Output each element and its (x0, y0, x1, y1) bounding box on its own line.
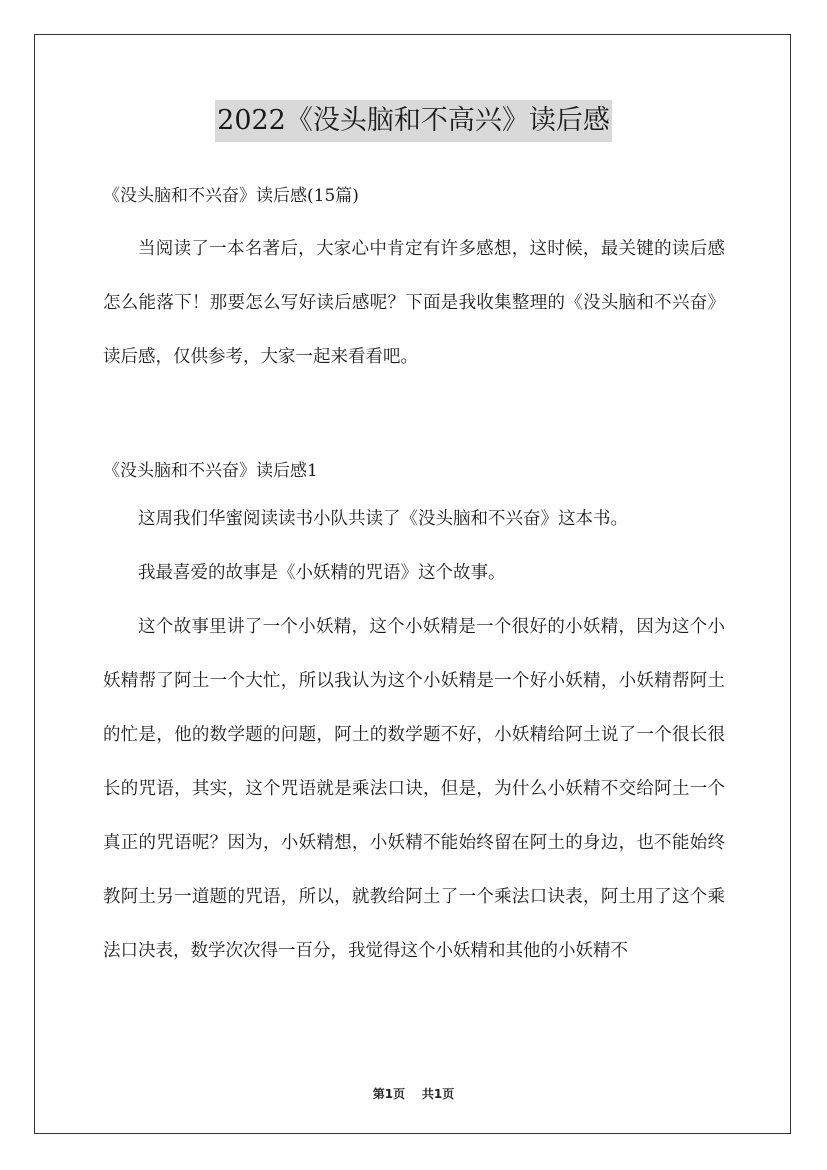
page-total: 共1页 (421, 1087, 455, 1101)
document-subtitle: 《没头脑和不兴奋》读后感(15篇) (103, 186, 359, 206)
paragraph-3: 这个故事里讲了一个小妖精，这个小妖精是一个很好的小妖精，因为这个小妖精帮了阿土一个大忙，所以我认为这个小妖精是一个好小妖精，小妖精帮阿土的忙是，他的数学题的问题，阿土的数学题不好，小妖精给阿土说了一个很长很长的咒语，其实，这个咒语就是乘法口诀，但是，为什么小妖精不交给阿土一个真正的咒语呢？因为，小妖精想，小妖精不能始终留在阿土的身边，也不能始终教阿土另一道题的咒语，所以，就教给阿土了一个乘法口诀表，阿土用了这个乘法口决表，数学次次得一百分，我觉得这个小妖精和其他的小妖精不 (103, 617, 725, 961)
document-title: 2022《没头脑和不高兴》读后感 (215, 100, 612, 142)
paragraph-1: 这周我们华蜜阅读读书小队共读了《没头脑和不兴奋》这本书。 (138, 509, 628, 529)
page-number: 第1页 (372, 1087, 406, 1101)
title-container (0, 100, 827, 142)
paragraph-2: 我最喜爱的故事是《小妖精的咒语》这个故事。 (138, 563, 506, 583)
intro-paragraph: 当阅读了一本名著后，大家心中肯定有许多感想，这时候，最关键的读后感怎么能落下！那要怎么写好读后感呢？下面是我收集整理的《没头脑和不兴奋》读后感，仅供参考，大家一起来看看吧。 (103, 239, 725, 367)
page-footer (0, 1085, 827, 1102)
section-heading: 《没头脑和不兴奋》读后感1 (103, 461, 318, 481)
